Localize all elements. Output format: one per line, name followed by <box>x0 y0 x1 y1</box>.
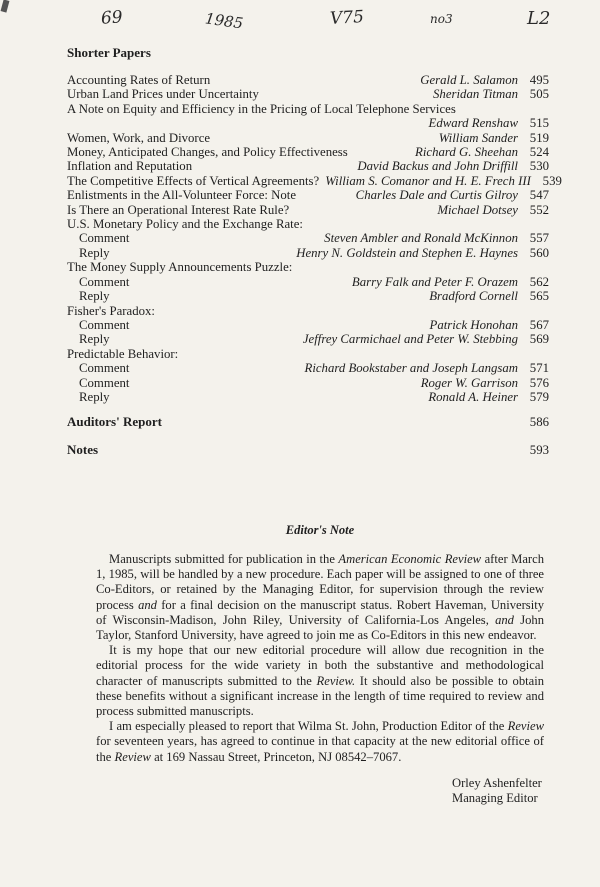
toc-entry-authors: Henry N. Goldstein and Stephen E. Haynes <box>296 245 518 260</box>
auditors-report-label: Auditors' Report <box>67 414 162 430</box>
toc-entry-page: 505 <box>529 87 549 102</box>
toc-entry <box>67 289 549 303</box>
toc-row <box>67 246 549 260</box>
toc-entry-title: The Money Supply Announcements Puzzle: <box>67 260 293 275</box>
toc-entry-authors: Richard Bookstaber and Joseph Langsam <box>304 361 518 376</box>
toc-entry <box>67 102 549 131</box>
editors-note-paragraph: Manuscripts submitted for publication in the American Economic Review after March 1, 1985, will be handled by a new procedure. Each paper will be assigned to one of three Co-Editors, or retained by the Managing Editor, for supervision through the review process and for a final decision on the manuscript status. Robert Haveman, University of Wisconsin-Madison, John Riley, University of California-Los Angeles, and John Taylor, Stanford University, have agreed to join me as Co-Editors in this new endeavor. <box>96 552 544 643</box>
toc-row <box>67 376 549 390</box>
toc-row <box>67 145 549 159</box>
toc-entry-page: 560 <box>529 245 549 260</box>
toc-entry-page: 519 <box>529 130 549 145</box>
toc-entry-title: Accounting Rates of Return <box>67 73 211 87</box>
toc-entry <box>67 173 562 188</box>
toc-entry <box>67 217 549 231</box>
toc-entry-title: U.S. Monetary Policy and the Exchange Rate: <box>67 217 303 232</box>
toc-row <box>67 332 549 346</box>
handwritten-note: V75 <box>329 7 365 29</box>
toc-subentry-label: Comment <box>79 317 130 332</box>
toc-entry-page: 552 <box>529 202 549 217</box>
toc-entry <box>67 347 549 361</box>
editors-note-title: Editor's Note <box>285 523 355 537</box>
toc-row <box>67 87 549 101</box>
signature-name: Orley Ashenfelter <box>452 775 542 790</box>
toc-entry <box>67 304 549 318</box>
toc-entry-authors: Steven Ambler and Ronald McKinnon <box>324 231 518 246</box>
toc-entry-page: 576 <box>529 375 549 390</box>
toc-subentry-label: Reply <box>79 289 110 304</box>
toc-entry-page: 539 <box>542 173 562 188</box>
toc-entry-title: Inflation and Reputation <box>67 159 193 174</box>
toc-entry-authors: William Sander <box>438 130 518 145</box>
toc-row <box>67 116 549 130</box>
toc-row <box>67 173 562 188</box>
toc-entry-page: 530 <box>529 159 549 174</box>
toc-entry-authors: Charles Dale and Curtis Gilroy <box>355 188 518 203</box>
toc-row <box>67 304 549 318</box>
toc-entry-title: Predictable Behavior: <box>67 346 179 361</box>
toc-entry <box>67 332 549 346</box>
notes-label: Notes <box>67 442 99 458</box>
editors-note-paragraph: It is my hope that our new editorial procedure will allow due recognition in the editorial process for the wide variety in both the substantive and methodological character of manuscripts submitted to the Review. It should also be possible to obtain these benefits without a significant increase in the length of time required to review and process submitted manuscripts. <box>96 643 545 719</box>
auditors-report-row <box>67 414 549 430</box>
toc-entry-title: The Competitive Effects of Vertical Agreements? <box>67 173 320 188</box>
toc-row <box>67 188 549 202</box>
toc-entry-authors: Bradford Cornell <box>429 289 518 304</box>
toc-entry-title: Women, Work, and Divorce <box>67 130 211 145</box>
toc-entry-page: 547 <box>529 188 549 203</box>
toc-entry <box>67 131 549 145</box>
toc-entry <box>67 318 549 332</box>
toc-entry-page: 495 <box>529 73 549 87</box>
toc-entries <box>67 73 562 404</box>
toc-row <box>67 102 549 116</box>
toc-entry <box>67 246 549 260</box>
toc-row <box>67 390 549 404</box>
toc-entry-authors: Barry Falk and Peter F. Orazem <box>351 274 518 289</box>
toc-entry-authors: Roger W. Garrison <box>420 375 518 390</box>
toc-entry-page: 565 <box>529 289 549 304</box>
toc-entry-authors: Gerald L. Salamon <box>420 73 518 87</box>
table-of-contents <box>67 45 562 458</box>
toc-entry-authors: Sheridan Titman <box>433 87 518 102</box>
toc-row <box>67 217 549 231</box>
toc-row <box>67 131 549 145</box>
toc-entry <box>67 203 549 217</box>
toc-subentry-label: Comment <box>79 231 130 246</box>
toc-entry-page: 562 <box>529 274 549 289</box>
toc-entry-authors: Jeffrey Carmichael and Peter W. Stebbing <box>302 332 518 347</box>
toc-entry <box>67 73 549 87</box>
toc-entry-authors: Edward Renshaw <box>428 116 518 131</box>
toc-entry-authors: David Backus and John Driffill <box>357 159 518 174</box>
toc-entry-title: Is There an Operational Interest Rate Rule? <box>67 202 290 217</box>
toc-entry-title: Urban Land Prices under Uncertainty <box>67 87 259 102</box>
handwritten-note: no3 <box>430 12 453 26</box>
notes-row <box>67 442 549 458</box>
toc-entry <box>67 361 549 375</box>
toc-entry-authors: Michael Dotsey <box>437 202 518 217</box>
toc-row <box>67 203 549 217</box>
toc-entry-page: 557 <box>529 231 549 246</box>
editors-note-paragraph: I am especially pleased to report that Wilma St. John, Production Editor of the Review for seventeen years, has agreed to continue in that capacity at the new editorial office of the Review at 169 Nassau Street, Princeton, NJ 08542–7067. <box>96 719 544 764</box>
toc-entry <box>67 188 549 202</box>
toc-row <box>67 260 549 274</box>
toc-entry <box>67 275 549 289</box>
toc-row <box>67 347 549 361</box>
toc-row <box>67 275 549 289</box>
toc-entry-title: Money, Anticipated Changes, and Policy Effectiveness <box>67 145 348 160</box>
toc-entry-authors: Ronald A. Heiner <box>428 389 518 404</box>
toc-row <box>67 73 549 87</box>
toc-entry <box>67 159 549 173</box>
toc-subentry-label: Reply <box>79 332 110 347</box>
toc-entry-page: 579 <box>529 389 549 404</box>
toc-subentry-label: Comment <box>79 274 130 289</box>
toc-entry-page: 569 <box>529 332 549 347</box>
signature <box>96 776 544 807</box>
editors-note <box>96 523 544 807</box>
toc-row <box>67 159 549 173</box>
toc-row <box>67 361 549 375</box>
shorter-papers-heading: Shorter Papers <box>67 45 151 60</box>
signature-title: Managing Editor <box>452 791 538 806</box>
toc-row <box>67 289 549 303</box>
auditors-report-page: 586 <box>529 415 549 430</box>
toc-row <box>67 231 549 245</box>
toc-subentry-label: Comment <box>79 361 130 376</box>
toc-entry-authors: Patrick Honohan <box>429 317 518 332</box>
handwritten-note: 69 <box>100 7 124 29</box>
toc-subentry-label: Reply <box>79 245 110 260</box>
toc-entry <box>67 390 549 404</box>
toc-row <box>67 318 549 332</box>
toc-entry <box>67 260 549 274</box>
toc-entry-page: 524 <box>529 145 549 160</box>
toc-entry-page: 515 <box>529 116 549 131</box>
toc-entry-authors: Richard G. Sheehan <box>415 145 518 160</box>
toc-entry <box>67 376 549 390</box>
toc-entry <box>67 231 549 245</box>
toc-entry-title: Enlistments in the All-Volunteer Force: Note <box>67 188 297 203</box>
toc-entry-page: 567 <box>529 317 549 332</box>
toc-entry-authors: William S. Comanor and H. E. Frech III <box>325 173 531 188</box>
toc-entry-title: Fisher's Paradox: <box>67 303 155 318</box>
notes-page: 593 <box>529 443 549 458</box>
toc-entry-title: A Note on Equity and Efficiency in the Pricing of Local Telephone Services <box>67 101 456 116</box>
toc-entry-page: 571 <box>529 361 549 376</box>
toc-entry <box>67 145 549 159</box>
handwritten-annotations <box>0 4 600 40</box>
handwritten-note: L2 <box>527 8 551 29</box>
toc-subentry-label: Reply <box>79 389 110 404</box>
toc-entry <box>67 87 549 101</box>
toc-subentry-label: Comment <box>79 375 130 390</box>
handwritten-note: 1985 <box>203 9 245 33</box>
